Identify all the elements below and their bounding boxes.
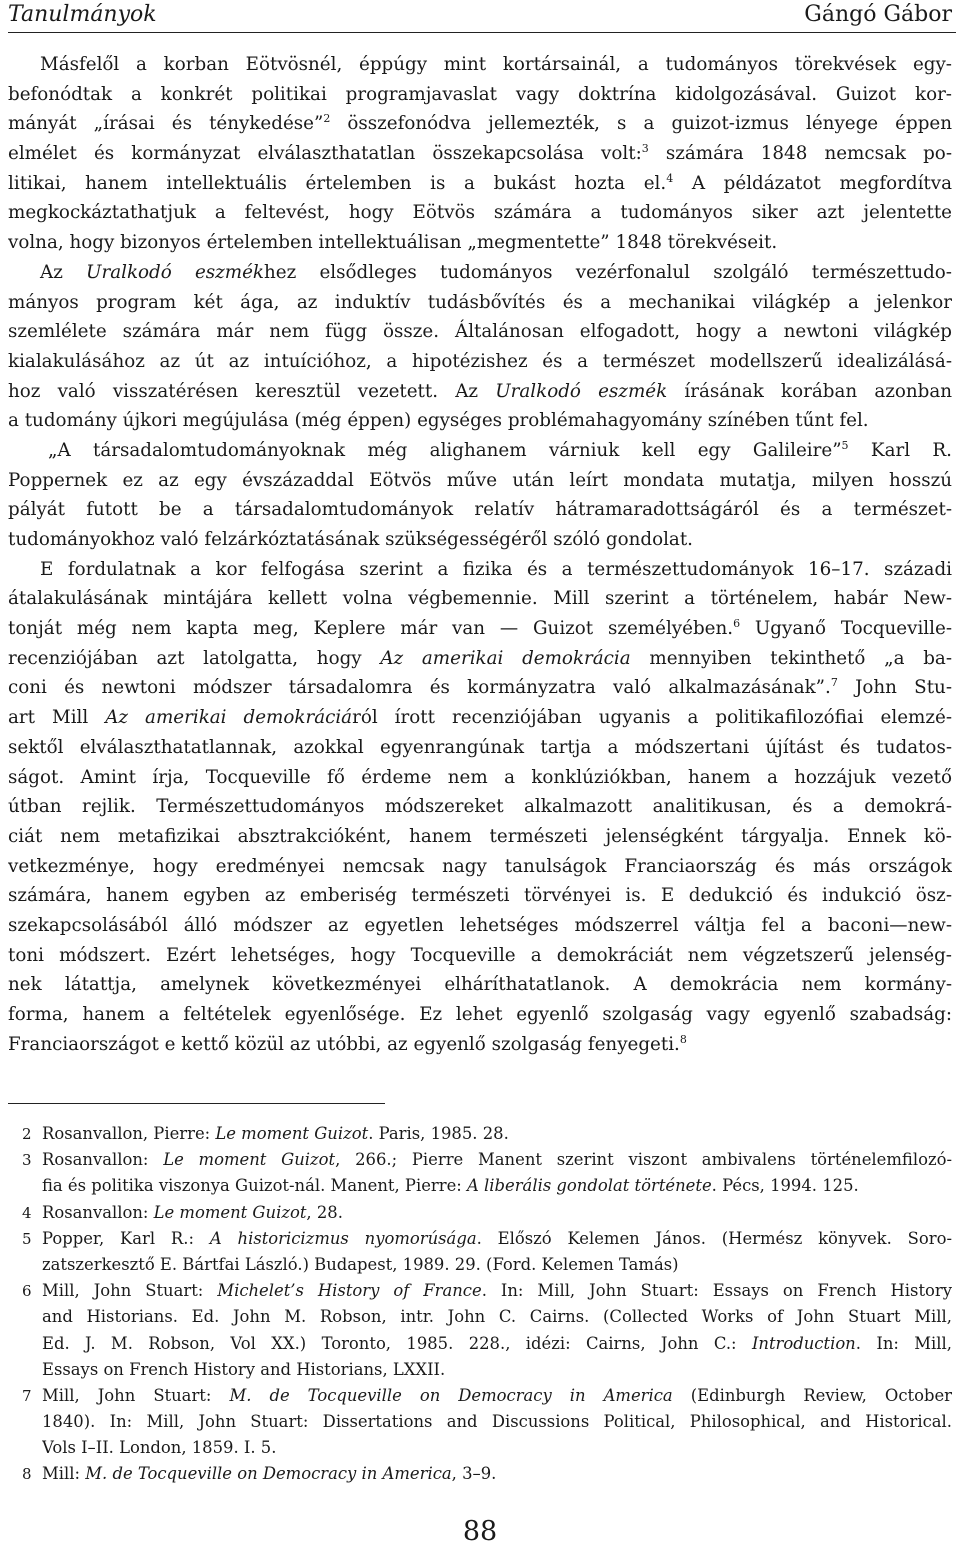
text-line: mányát „írásai és ténykedése”$^2$ összefonódva jellemezték, s a guizot-izmus lényege éppen [8,112,952,135]
text-line: art Mill Az amerikai demokráciáról írott recenziójában ugyanis a politikafilozófiai elemzé- [8,707,952,729]
text-line: coni és newtoni módszer társadalomra és kormányzatra való alkalmazásának”.$^7$ John Stu- [8,676,952,699]
footnote-number: 3 [22,1151,32,1170]
footnote-3: 3 Rosanvallon: Le moment Guizot, 266.; Pierre Manent szerint viszont ambivalens történelemfilozó- fia és politika viszonya Guizot-nál. Manent, Pierre: A liberális gondolat története. Pécs, 1994. 125. [8,1147,952,1199]
text-line: ságot. Amint írja, Tocqueville fő érdeme nem a konklúziókban, hanem a hozzájuk vezető [8,766,952,788]
text-line: sektől elválaszthatatlannak, azokkal egyenrangúnak tartja a módszertani újítást és tudatos- [8,736,952,758]
footnote-5: 5 Popper, Karl R.: A historicizmus nyomorúsága. Előszó Kelemen János. (Hermész könyvek. Soro- zatszerkesztő E. Bártfai László.) Budapest, 1989. 29. (Ford. Kelemen Tamás) [8,1226,952,1278]
page-number: 88 [462,1516,498,1547]
text-line: útban rejlik. Természettudományos módszereket alkalmazott analitikusan, és a demokrá- [8,796,952,818]
footnote-number: 6 [22,1282,32,1301]
text-line: forma, hanem a feltételek egyenlősége. Ez lehet egyenlő szolgaság vagy egyenlő szabadság: [8,1004,952,1025]
text-line: E fordulatnak a kor felfogása szerint a fizika és a természettudományok 16–17. századi [40,558,952,580]
footnote-8: 8 Mill: M. de Tocqueville on Democracy in America, 3–9. [8,1461,952,1487]
text-line: Poppernek ez az egy évszázaddal Eötvös műve után leírt mondata mutatja, milyen hosszú [8,469,952,491]
header-rule [8,32,956,33]
footnote-number: 4 [22,1203,32,1222]
text-line: pályát futott be a társadalomtudományok relatív hátramaradottságáról és a természet- [8,499,952,521]
text-line: Másfelől a korban Eötvösnél, éppúgy mint kortársainál, a tudományos törekvések egy- [40,54,952,75]
footnote-ref[interactable]: 4 [666,171,674,185]
footnote-ref[interactable]: 7 [830,676,838,690]
footnote-ref[interactable]: 8 [679,1032,687,1046]
text-line: kialakulásához az út az intuícióhoz, a hipotézishez és a természet modellszerű idealizálásá- [8,350,952,372]
header-section-title: Tanulmányok [8,2,157,27]
running-header [0,0,960,34]
text-line: Franciaországot e kettő közül az utóbbi, az egyenlő szolgaság fenyegeti.$^8$ [8,1032,687,1055]
text-line: a tudomány újkori megújulása (még éppen) egységes problémahagyomány színében tűnt fel. [8,410,869,432]
footnote-6: 6 Mill, John Stuart: Michelet’s History of France. In: Mill, John Stuart: Essays on French History and Historians. Ed. John M. Robson, intr. John C. Cairns. (Collected Works of John Stuart Mill, Ed. J. M. Robson, Vol XX.) Toronto, 1985. 228., idézi: Cairns, John C.: Introduction. In: Mill, Essays on French History and Historians, LXXII. [8,1278,952,1383]
text-line: szekapcsolásából álló módszer az egyetlen lehetséges módszerrel váltja fel a baconi—new- [8,914,952,936]
footnote-separator [8,1103,385,1104]
footnote-4: 4 Rosanvallon: Le moment Guizot, 28. [8,1200,952,1226]
text-line: hoz való visszatérésen keresztül vezetett. Az Uralkodó eszmék írásának korában azonban [8,380,952,402]
text-line: mányos program két ága, az induktív tudásbővítés és a mechanikai világkép a jelenkor [8,291,952,313]
text-line: átalakulásának mintájára kellett volna végbemennie. Mill szerint a történelem, habár New- [8,588,952,610]
footnote-ref[interactable]: 3 [641,141,649,155]
footnote-number: 8 [22,1465,32,1484]
text-line: recenziójában azt latolgatta, hogy Az amerikai demokrácia mennyiben tekinthető „a ba- [8,647,952,669]
text-line: toni módszert. Ezért lehetséges, hogy Tocqueville a demokráciát nem végzetszerű jelenség- [8,944,952,966]
footnotes [8,1121,952,1488]
text-line: szemlélete számára már nem függ össze. Általánosan elfogadott, hogy a newtoni világkép [8,321,952,343]
text-line: megkockáztathatjuk a feltevést, hogy Eötvös számára a tudományos siker azt jelentette [8,202,952,224]
footnote-ref[interactable]: 6 [733,616,741,630]
footnote-2: 2 Rosanvallon, Pierre: Le moment Guizot. Paris, 1985. 28. [8,1121,952,1147]
text-line: „A társadalomtudományoknak még alighanem várniuk kell egy Galileire”$^5$ Karl R. [48,438,952,461]
text-line: tudományokhoz való felzárkóztatásának szükségességéről szóló gondolat. [8,529,693,550]
text-line: Az Uralkodó eszmékhez elsődleges tudományos vezérfonalul szolgáló természettudo- [40,261,952,283]
text-line: litikai, hanem intellektuális értelemben is a bukást hozta el.$^4$ A példázatot megfordítva [8,171,952,194]
text-line: befonódtak a konkrét politikai programjavaslat vagy doktrína kidolgozásával. Guizot kor- [8,83,952,105]
footnote-7: 7 Mill, John Stuart: M. de Tocqueville on Democracy in America (Edinburgh Review, October 1840). In: Mill, John Stuart: Dissertations and Discussions Political, Philosophical, and Historical. Vols I–II. London, 1859. I. 5. [8,1383,952,1462]
text-line: nek látattja, amelynek következményei elháríthatatlanok. A demokrácia nem kormány- [8,974,952,996]
footnote-number: 2 [22,1125,32,1143]
text-line: volna, hogy bizonyos értelemben intellektuálisan „megmentette” 1848 törekvéseit. [8,232,778,254]
body-text [8,50,952,1059]
text-line: tonját még nem kapta meg, Keplere már van — Guizot személyében.$^6$ Ugyanő Tocqueville- [8,616,952,640]
footnote-number: 7 [22,1386,32,1405]
header-author: Gángó Gábor [804,2,952,27]
text-line: számára, hanem egyben az emberiség természeti törvényei is. E dedukció és indukció ösz- [8,885,952,907]
footnote-ref[interactable]: 5 [841,438,849,452]
footnote-ref[interactable]: 2 [323,112,331,126]
footnote-number: 5 [22,1229,32,1248]
text-line: ciát nem metafizikai absztrakcióként, hanem természeti jelenségként tárgyalja. Ennek kö- [8,825,952,847]
text-line: elmélet és kormányzat elválaszthatatlan összekapcsolása volt:$^3$ számára 1848 nemcsak po- [8,141,952,165]
text-line: vetkezménye, hogy eredményei nemcsak nagy tanulságok Franciaország és más országok [8,855,952,877]
